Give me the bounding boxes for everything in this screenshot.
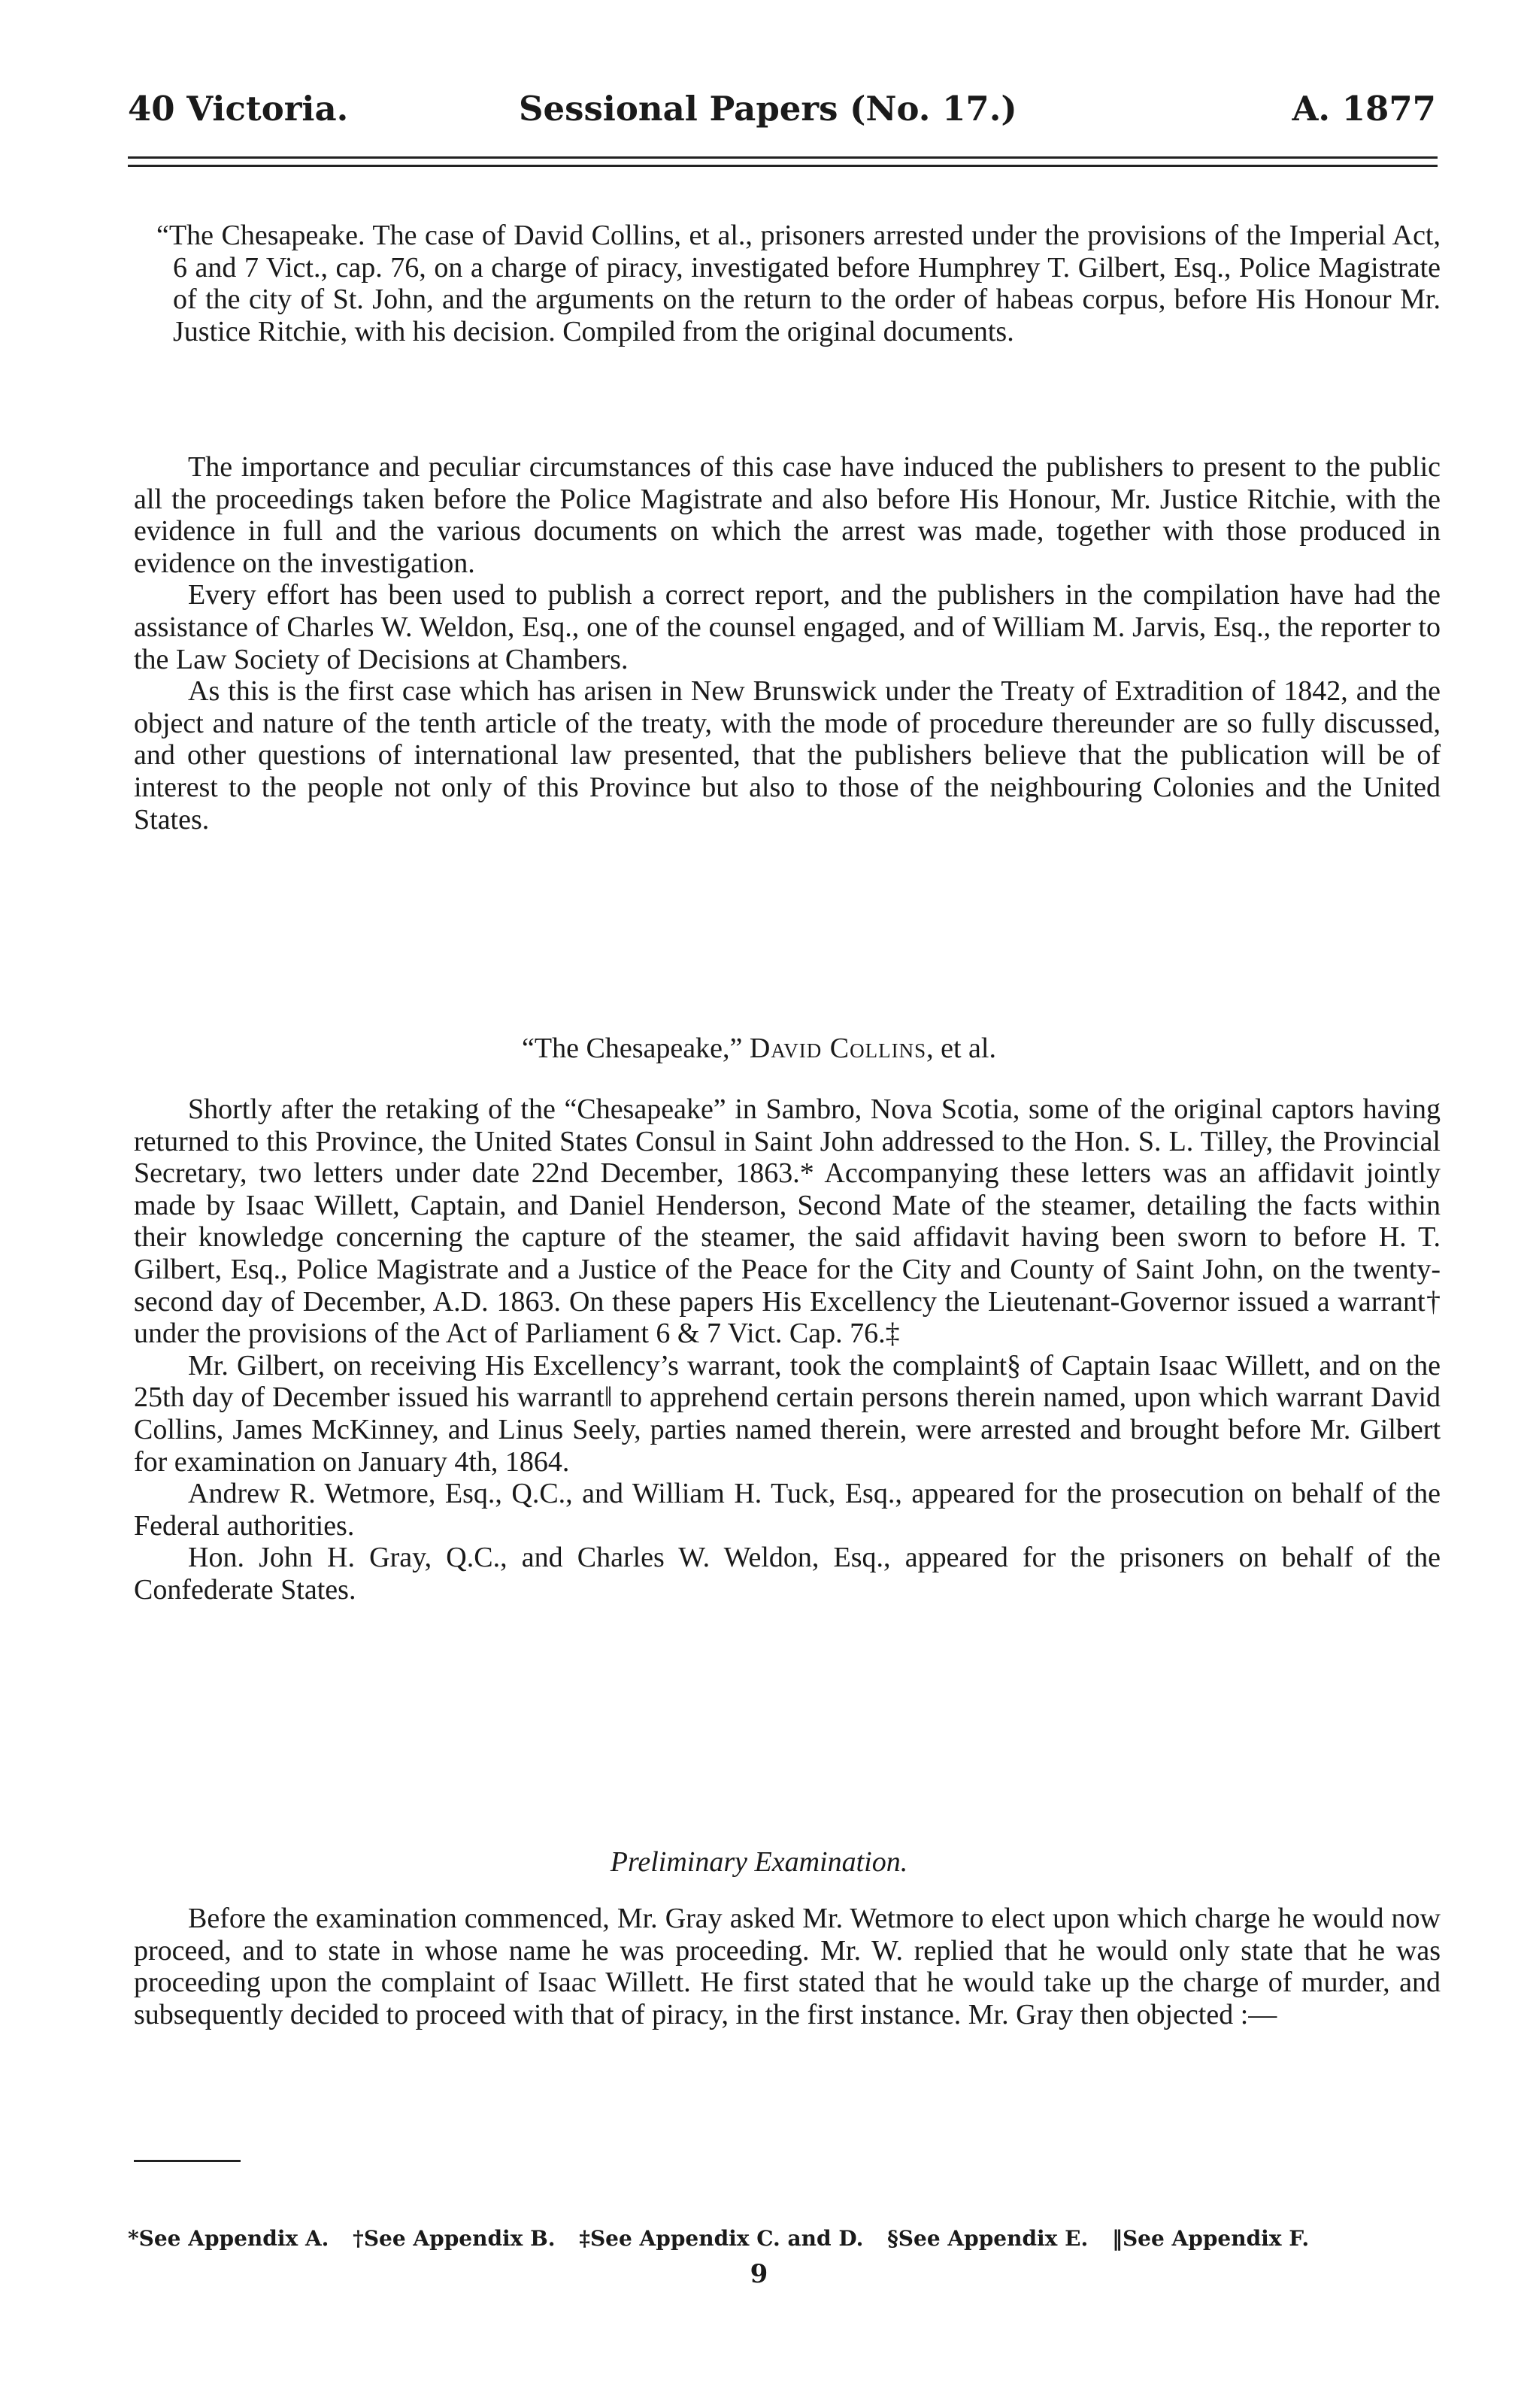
footnote: †See Appendix B.	[353, 2226, 556, 2251]
header-volume: 40 Victoria.	[128, 89, 349, 129]
footnote-rule	[134, 2160, 241, 2162]
paragraph: Andrew R. Wetmore, Esq., Q.C., and William H. Tuck, Esq., appeared for the prosecution on behalf of the Federal authorities.	[134, 1478, 1441, 1542]
page-number: 9	[750, 2259, 768, 2289]
page-header	[128, 89, 1436, 141]
intro-paragraph: “The Chesapeake. The case of David Collins, et al., prisoners arrested under the provisions of the Imperial Act, 6 and 7 Vict., cap. 76, on a charge of piracy, investigated before Humphrey T. Gilbert, Esq., Police Magistrate of the city of St. John, and the arguments on the return to the order of habeas corpus, before His Honour Mr. Justice Ritchie, with his decision. Compiled from the original documents.	[156, 220, 1441, 347]
section-heading: Preliminary Examination.	[610, 1846, 908, 1878]
paragraph: Mr. Gilbert, on receiving His Excellency’s warrant, took the complaint§ of Captain Isaac Willett, and on the 25th day of December issued his warrant‖ to apprehend certain persons therein named, upon which warrant David Collins, James McKinney, and Linus Seely, parties named therein, were arrested and brought before Mr. Gilbert for examination on January 4th, 1864.	[134, 1349, 1441, 1478]
paragraph: Shortly after the retaking of the “Chesapeake” in Sambro, Nova Scotia, some of the original captors having returned to this Province, the United States Consul in Saint John addressed to the Hon. S. L. Tilley, the Provincial Secretary, two letters under date 22nd December, 1863.* Accompanying these letters was an affidavit jointly made by Isaac Willett, Captain, and Daniel Henderson, Second Mate of the steamer, detailing the facts within their knowledge concerning the capture of the steamer, the said affidavit having been sworn to before H. T. Gilbert, Esq., Police Magistrate and a Justice of the Peace for the City and County of Saint John, on the twenty-second day of December, A.D. 1863. On these papers His Excellency the Lieutenant-Governor issued a warrant† under the provisions of the Act of Parliament 6 & 7 Vict. Cap. 76.‡	[134, 1093, 1441, 1350]
paragraph: The importance and peculiar circumstances of this case have induced the publishers to present to the public all the proceedings taken before the Police Magistrate and also before His Honour, Mr. Justice Ritchie, with the evidence in full and the various documents on which the arrest was made, together with those produced in evidence on the investigation.	[134, 451, 1441, 579]
paragraph: Every effort has been used to publish a correct report, and the publishers in the compilation have had the assistance of Charles W. Weldon, Esq., one of the counsel engaged, and of William M. Jarvis, Esq., the reporter to the Law Society of Decisions at Chambers.	[134, 579, 1441, 675]
paragraph: Hon. John H. Gray, Q.C., and Charles W. Weldon, Esq., appeared for the prisoners on behalf of the Confederate States.	[134, 1542, 1441, 1606]
case-title	[0, 1032, 1518, 1065]
header-title: Sessional Papers (No. 17.)	[519, 89, 1017, 129]
footnote: *See Appendix A.	[128, 2226, 329, 2251]
footnote: ‡See Appendix C. and D.	[579, 2226, 864, 2251]
footnotes	[128, 2226, 1438, 2251]
case-title-prefix: “The Chesapeake,”	[522, 1033, 743, 1064]
examination-block	[134, 1903, 1441, 2030]
publishers-note	[134, 451, 1441, 836]
paragraph: As this is the first case which has arisen in New Brunswick under the Treaty of Extradition of 1842, and the object and nature of the tenth article of the treaty, with the mode of procedure thereunder are so fully discussed, and other questions of international law presented, that the publishers believe that the publication will be of interest to the people not only of this Province but also to those of the neighbouring Colonies and the United States.	[134, 675, 1441, 836]
narrative-block	[134, 1093, 1441, 1606]
case-title-suffix: , et al.	[926, 1033, 996, 1064]
header-rule-bottom	[128, 165, 1438, 167]
intro-block	[134, 220, 1441, 347]
header-rule-top	[128, 156, 1438, 159]
case-title-names: David Collins	[749, 1033, 927, 1064]
paragraph: Before the examination commenced, Mr. Gray asked Mr. Wetmore to elect upon which charge he would now proceed, and to state in whose name he was proceeding. Mr. W. replied that he would only state that he was proceeding upon the complaint of Isaac Willett. He first stated that he would take up the charge of murder, and subsequently decided to proceed with that of piracy, in the first instance. Mr. Gray then objected :—	[134, 1903, 1441, 2030]
footnote: §See Appendix E.	[887, 2226, 1089, 2251]
footnote: ‖See Appendix F.	[1111, 2226, 1310, 2251]
header-year: A. 1877	[1292, 89, 1436, 129]
